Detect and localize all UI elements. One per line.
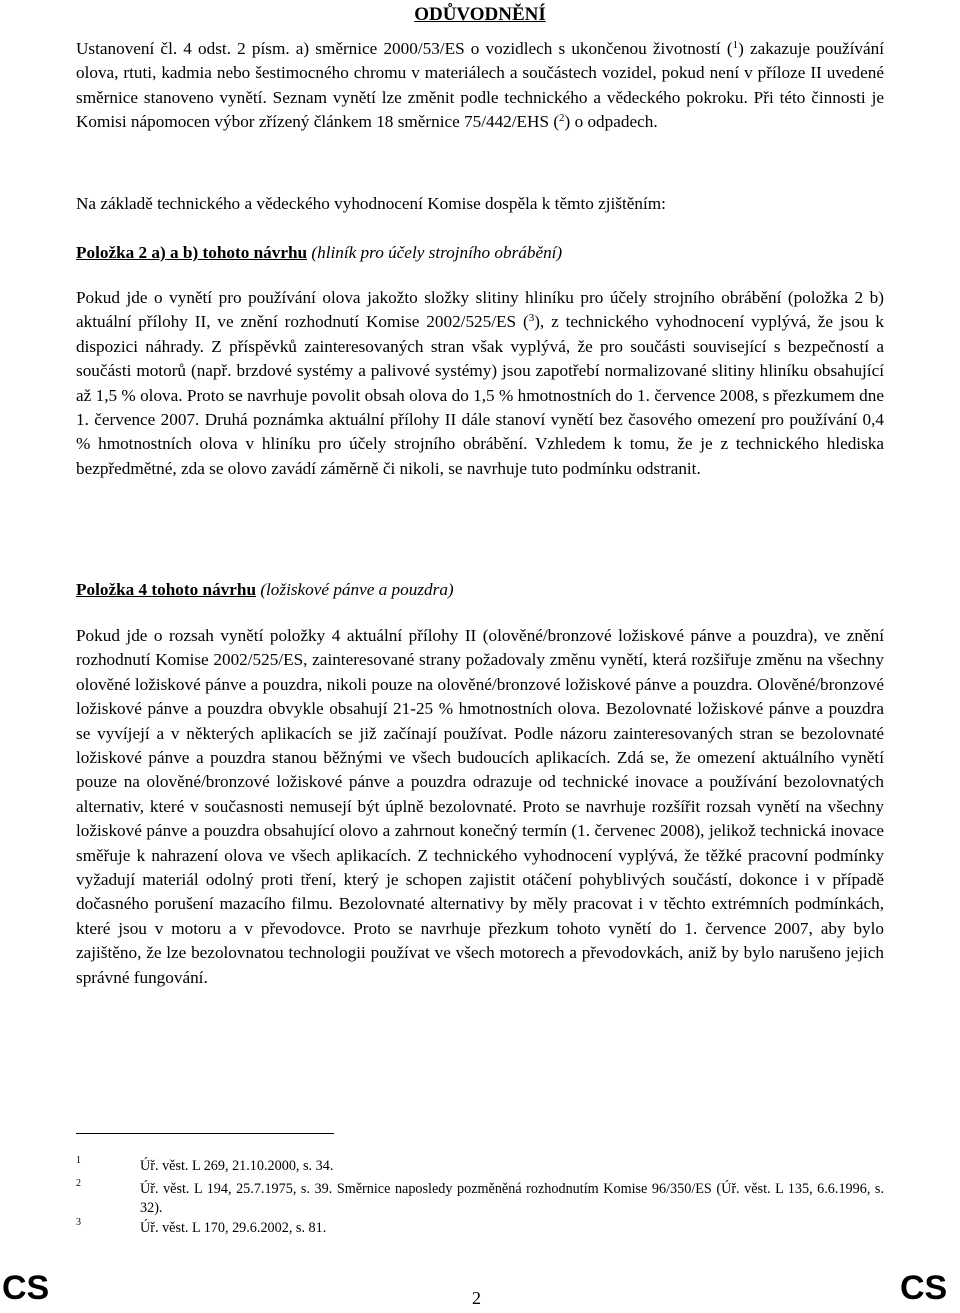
section-2-heading-bold: Položka 4 tohoto návrhu: [76, 580, 257, 599]
footnote-ref-1[interactable]: 1: [732, 39, 739, 51]
section-2-paragraph: Pokud jde o rozsah vynětí položky 4 aktuální přílohy II (olověné/bronzové ložiskové pánve a pouzdra), ve znění rozhodnutí Komise 2002/525/ES, zainteresované strany požadovaly změnu vynětí, která rozšiřuje změnu na všechny olověné ložiskové pánve a pouzdra, nikoli pouze na olověné/bronzové ložiskové pánve a pouzdra. Olověné/bronzové ložiskové pánve a pouzdra obvykle obsahují 21-25 % hmotnostních olova. Bezolovnaté ložiskové pánve a pouzdra se vyvíjejí a v některých aplikacích se již začínají používat. Podle názoru zainteresovaných stran se bezolovnaté ložiskové pánve a pouzdra stanou běžnými ve všech budoucích aplikacích. Zdá se, že omezení aktuálního vynětí pouze na olověné/bronzové ložiskové pánve a pouzdra odrazuje od technické inovace a používání bezolovnatých alternativ, které v současnosti nemusejí být úplně bezolovnaté. Proto se navrhuje rozšířit rozsah vynětí na všechny ložiskové pánve a pouzdra obsahující olovo a zahrnout konečný termín (1. červenec 2008), jelikož technická inovace směřuje k nahrazení olova ve všech aplikacích. Z technického vyhodnocení vyplývá, že těžké pracovní podmínky vyžadují materiál odolný proti tření, který je schopen zajistit otáčení pohyblivých součástí, dokonce i v případě dočasného porušení mazacího filmu. Bezolovnaté alternativy by měly pracovat i v těchto extrémních podmínkách, které jsou v motoru a v převodovce. Proto se navrhuje přezkum tohoto vynětí do 1. července 2007, aby bylo zajištěno, že lze bezolovnatou technologii používat ve všech motorech a převodovkách, aniž by bylo narušeno jejich správné fungování.: [76, 626, 884, 987]
footnote-ref-2[interactable]: 2: [559, 112, 565, 125]
footnote-3-number: 3: [76, 1217, 81, 1228]
footer-language-right: CS: [900, 1269, 948, 1307]
footnote-2-text: Úř. věst. L 194, 25.7.1975, s. 39. Směrnice naposledy pozměněná rozhodnutím Komise 96/350/ES (Úř. věst. L 135, 6.6.1996, s. 32).: [140, 1181, 884, 1216]
footer-page-number: 2: [472, 1288, 481, 1308]
section-1-heading-bold: Položka 2 a) a b) tohoto návrhu: [76, 243, 308, 262]
footer-language-left: CS: [2, 1269, 50, 1307]
footnote-2-number: 2: [76, 1178, 81, 1189]
intro-text-2: ) zakazuje používání olova, rtuti, kadmia nebo šestimocného chromu v materiálech a součástech vozidel, pokud není v příloze II uvedené směrnice stanoveno vynětí. Seznam vynětí lze změnit podle technického a vědeckého pokroku. Při této činnosti je Komisi nápomocen výbor zřízený článkem 18 směrnice 75/442/EHS (: [76, 39, 884, 132]
footnote-3-text: Úř. věst. L 170, 29.6.2002, s. 81.: [140, 1220, 327, 1236]
section-1-text-1: Pokud jde o vynětí pro používání olova jakožto složky slitiny hliníku pro účely strojního obrábění (položka 2 b) aktuální přílohy II, ve znění rozhodnutí Komise 2002/525/ES (: [76, 288, 884, 332]
section-1-paragraph: [76, 286, 884, 481]
document-title: ODŮVODNĚNÍ: [414, 4, 546, 25]
footnote-ref-3[interactable]: 3: [528, 312, 535, 325]
footnote-separator: [76, 1133, 334, 1134]
footnote-1-number: 1: [76, 1155, 81, 1166]
intro-text-3: ) o odpadech.: [564, 112, 658, 132]
footnote-1-text: Úř. věst. L 269, 21.10.2000, s. 34.: [140, 1158, 334, 1174]
section-1-heading: [76, 241, 884, 265]
section-1-heading-italic: (hliník pro účely strojního obrábění): [311, 243, 563, 262]
intro-paragraph: [76, 37, 884, 135]
findings-intro: Na základě technického a vědeckého vyhodnocení Komise dospěla k těmto zjištěním:: [76, 194, 666, 213]
section-2-heading: [76, 578, 884, 602]
section-1-text-2: ), z technického vyhodnocení vyplývá, že jsou k dispozici náhrady. Z příspěvků zainteresovaných stran však vyplývá, že pro součásti související s bezpečností a součásti motorů (např. brzdové systémy a palivové systémy) jsou zapotřebí normalizované slitiny hliníku obsahující až 1,5 % olova. Proto se navrhuje povolit obsah olova do 1,5 % hmotnostních do 1. července 2008, s přezkumem dne 1. července 2007. Druhá poznámka aktuální přílohy II dále stanoví vynětí bez časového omezení pro používání 0,4 % hmotnostních olova v hliníku pro účely strojního obrábění. Vzhledem k tomu, že je z technického hlediska bezpředmětné, zda se olovo zavádí záměrně či nikoli, se navrhuje tuto podmínku odstranit.: [76, 312, 885, 478]
intro-text-1: Ustanovení čl. 4 odst. 2 písm. a) směrnice 2000/53/ES o vozidlech s ukončenou životností (: [76, 39, 733, 58]
section-2-heading-italic: (ložiskové pánve a pouzdra): [260, 580, 454, 599]
